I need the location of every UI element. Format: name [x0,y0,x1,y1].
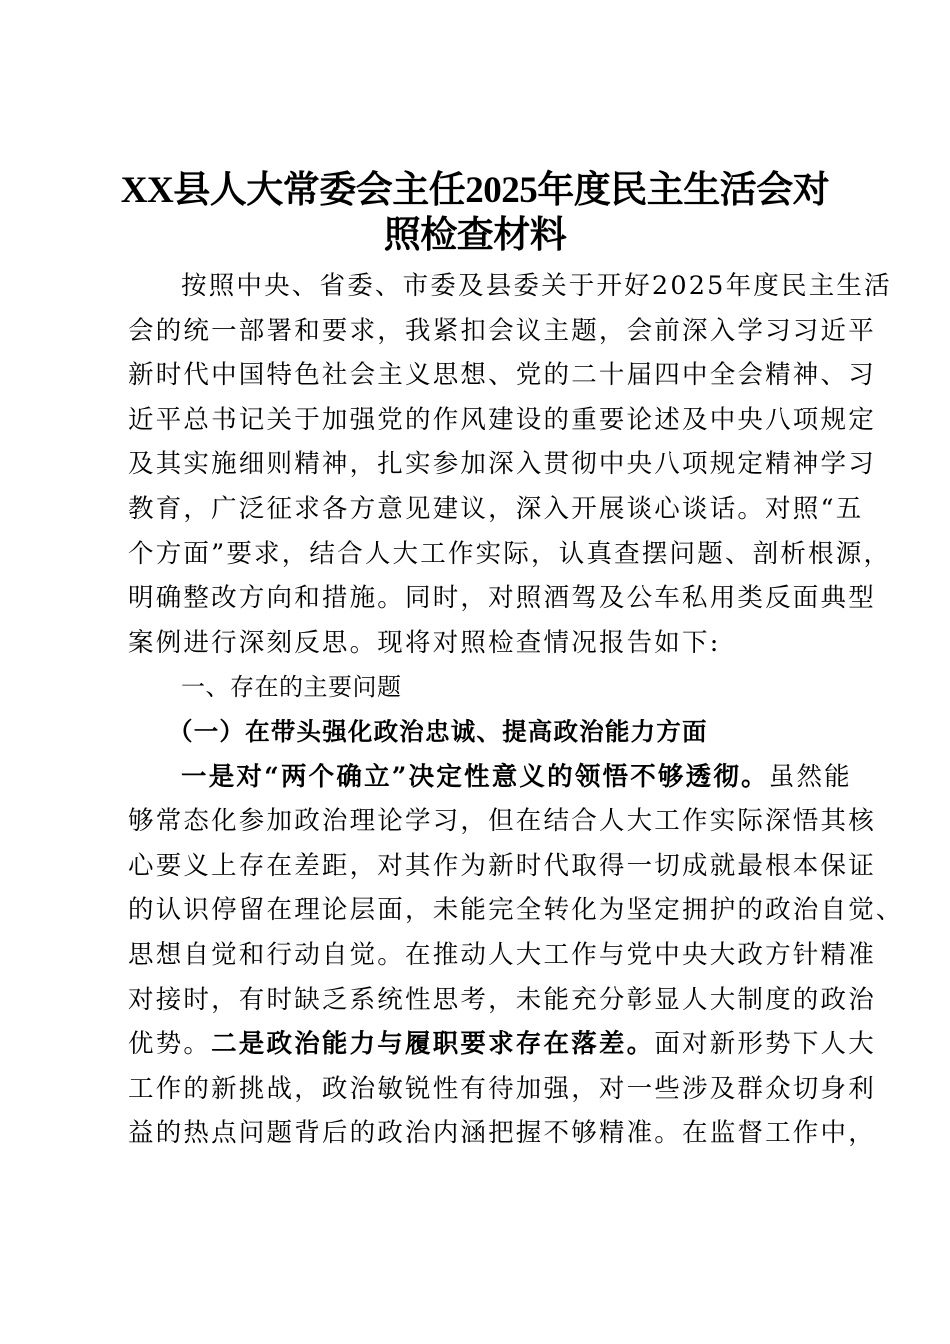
point-2-lead: 优势。 [128,1029,212,1060]
intro-line: 案例进行深刻反思。现将对照检查情况报告如下: [128,627,721,658]
intro-line: 教育，广泛征求各方意见建议，深入开展谈心谈话。对照“五 [128,493,864,524]
point-2-first-line [128,1022,876,1067]
point-1-line: 的认识停留在理论层面，未能完全转化为坚定拥护的政治自觉、 [128,895,904,926]
point-1-line: 对接时，有时缺乏系统性思考，未能充分彰显人大制度的政治 [128,984,876,1015]
intro-line: 个方面”要求，结合人大工作实际，认真查摆问题、剖析根源， [128,538,892,569]
point-2-line: 工作的新挑战，政治敏锐性有待加强，对一些涉及群众切身利 [128,1073,876,1104]
point-1-line: 够常态化参加政治理论学习，但在结合人大工作实际深悟其核 [128,806,876,837]
section-heading: 一、存在的主要问题 [181,673,402,702]
document-body [128,264,904,1156]
subsection-heading: （一）在带头强化政治忠诚、提高政治能力方面 [168,716,708,746]
point-1-line: 心要义上存在差距，对其作为新时代取得一切成就最根本保证 [128,850,876,881]
intro-line: 及其实施细则精神，扎实参加深入贯彻中央八项规定精神学习 [128,449,876,480]
point-2-line: 益的热点问题背后的政治内涵把握不够精准。在监督工作中， [128,1118,876,1149]
document-title [110,168,840,258]
point-1-bold-lead: 一是对“两个确立”决定性意义的领悟不够透彻。 [181,761,769,792]
title-line-2: 照检查材料 [383,215,567,256]
title-line-1: XX县人大常委会主任2025年度民主生活会对 [120,170,830,211]
point-1-first-line [128,755,852,800]
intro-line: 新时代中国特色社会主义思想、党的二十届四中全会精神、习 [128,360,876,391]
intro-line: 明确整改方向和措施。同时，对照酒驾及公车私用类反面典型 [128,583,876,614]
intro-line: 近平总书记关于加强党的作风建设的重要论述及中央八项规定 [128,404,876,435]
point-1-text: 虽然能 [768,761,852,792]
point-2-bold-lead: 二是政治能力与履职要求存在落差。 [211,1029,655,1060]
intro-line: 按照中央、省委、市委及县委关于开好2025年度民主生活 [181,271,892,301]
point-2-text: 面对新形势下人大 [654,1029,876,1060]
point-1-line: 思想自觉和行动自觉。在推动人大工作与党中央大政方针精准 [128,939,876,970]
intro-line: 会的统一部署和要求，我紧扣会议主题，会前深入学习习近平 [128,315,876,346]
